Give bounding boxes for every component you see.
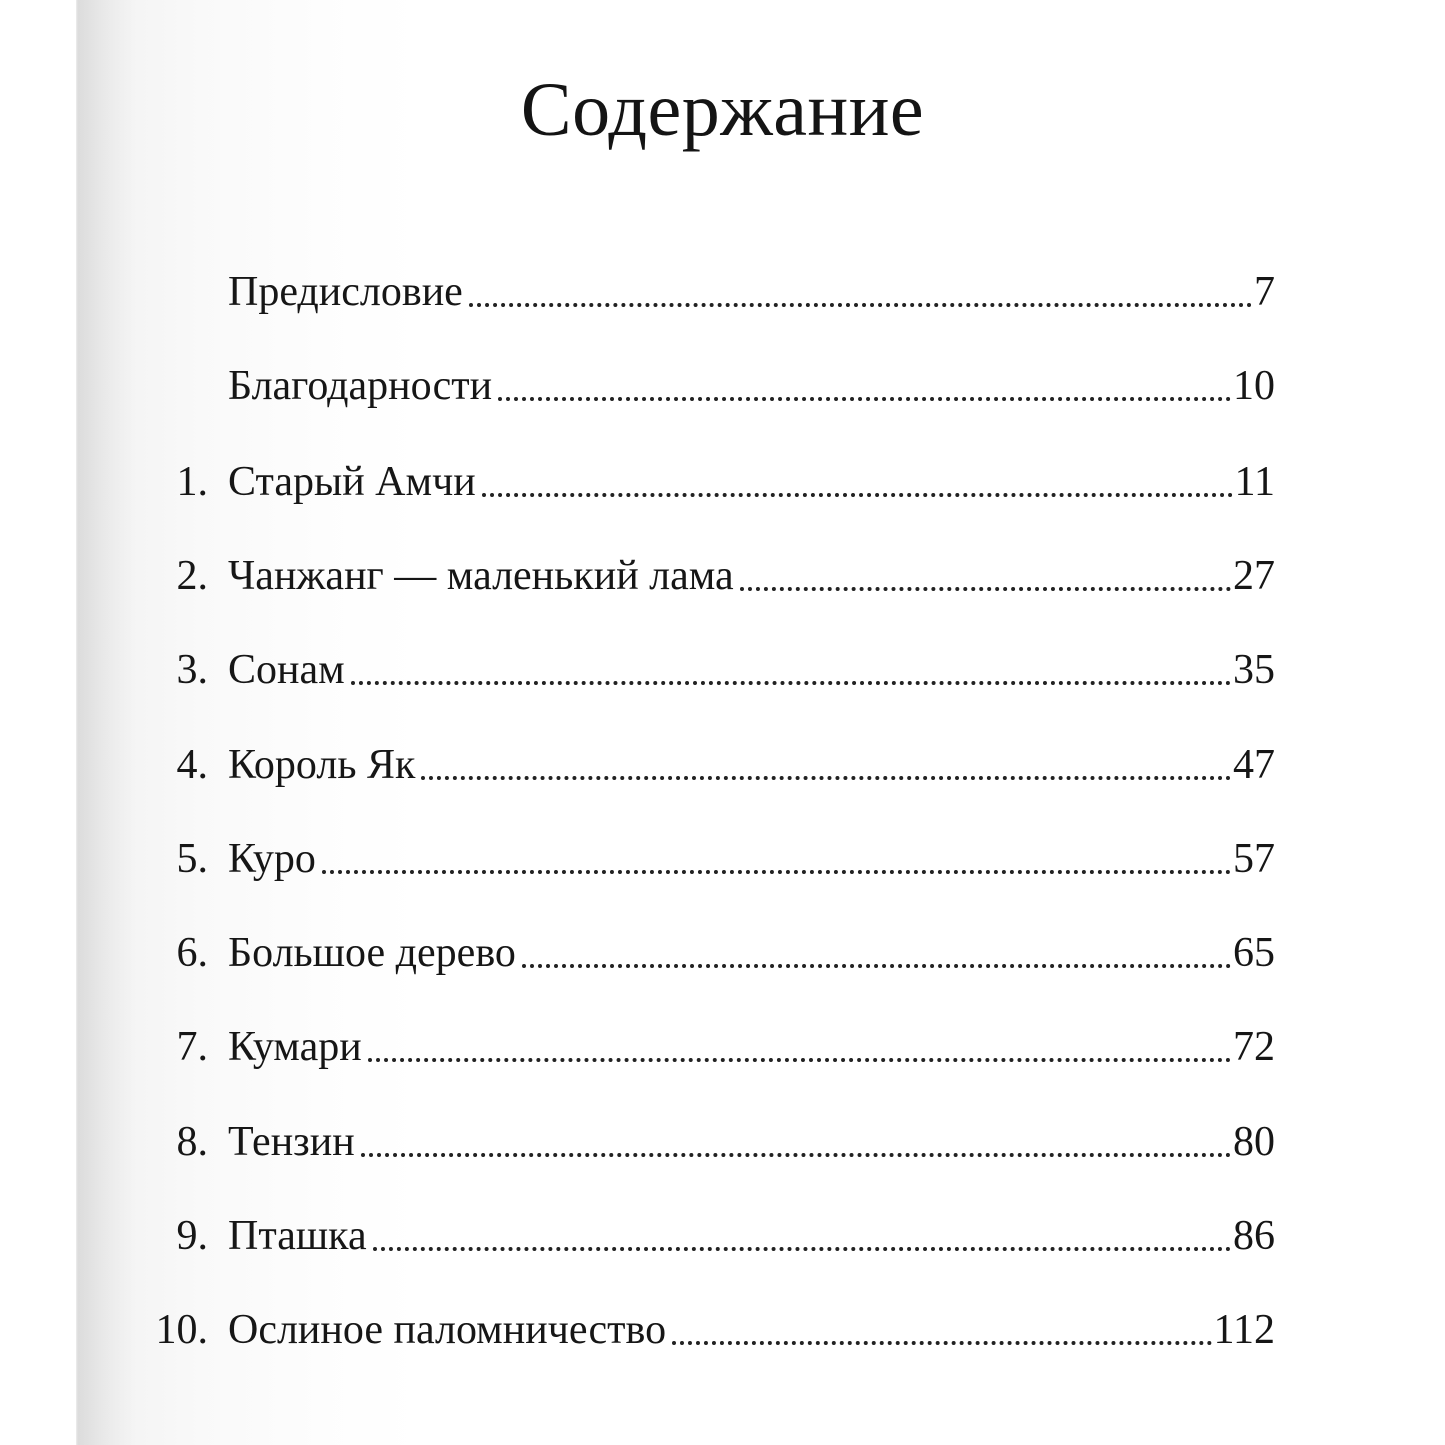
toc-entry (0, 452, 1445, 512)
dot-leader (482, 493, 1233, 497)
page-number: 47 (1233, 742, 1275, 788)
chapter-title: Предисловие (228, 269, 463, 315)
toc-entry (0, 1300, 1445, 1360)
chapter-title: Король Як (228, 742, 416, 788)
chapter-title: Кумари (228, 1024, 362, 1070)
dot-leader (469, 303, 1252, 307)
toc-entry (0, 923, 1445, 983)
dot-leader (373, 1247, 1231, 1251)
page-number: 10 (1233, 363, 1275, 409)
toc-entry (0, 640, 1445, 700)
dot-leader (351, 681, 1231, 685)
chapter-title: Тензин (228, 1119, 355, 1165)
toc-entry (0, 356, 1445, 416)
chapter-number: 7. (176, 1024, 208, 1070)
chapter-number: 10. (155, 1307, 208, 1353)
toc-entry (0, 546, 1445, 606)
page-number: 112 (1213, 1307, 1275, 1353)
toc-entry (0, 829, 1445, 889)
dot-leader (672, 1341, 1211, 1345)
chapter-title: Сонам (228, 647, 345, 693)
chapter-number: 4. (176, 742, 208, 788)
chapter-number: 8. (176, 1119, 208, 1165)
chapter-number: 1. (176, 459, 208, 505)
page-number: 86 (1233, 1213, 1275, 1259)
chapter-title: Ослиное паломничество (228, 1307, 667, 1353)
dot-leader (361, 1153, 1231, 1157)
page-number: 72 (1233, 1024, 1275, 1070)
chapter-title: Большое дерево (228, 930, 516, 976)
dot-leader (740, 587, 1231, 591)
chapter-title: Старый Амчи (228, 459, 476, 505)
chapter-number: 9. (176, 1213, 208, 1259)
page-number: 35 (1233, 647, 1275, 693)
page-number: 80 (1233, 1119, 1275, 1165)
chapter-number: 5. (176, 836, 208, 882)
chapter-title: Пташка (228, 1213, 367, 1259)
toc-entry (0, 1112, 1445, 1172)
dot-leader (368, 1058, 1231, 1062)
toc-entry (0, 1017, 1445, 1077)
page-title: Содержание (520, 68, 925, 152)
page-number: 27 (1233, 553, 1275, 599)
page-number: 57 (1233, 836, 1275, 882)
toc-entry (0, 735, 1445, 795)
page-number: 7 (1254, 269, 1275, 315)
dot-leader (421, 776, 1231, 780)
chapter-title: Куро (228, 836, 316, 882)
dot-leader (322, 870, 1231, 874)
toc-entry (0, 262, 1445, 322)
dot-leader (522, 964, 1231, 968)
toc-entry (0, 1206, 1445, 1266)
chapter-number: 6. (176, 930, 208, 976)
page-number: 65 (1233, 930, 1275, 976)
page-number: 11 (1234, 459, 1275, 505)
chapter-number: 2. (176, 553, 208, 599)
chapter-number: 3. (176, 647, 208, 693)
dot-leader (498, 397, 1231, 401)
chapter-title: Чанжанг — маленький лама (228, 553, 734, 599)
chapter-title: Благодарности (228, 363, 493, 409)
